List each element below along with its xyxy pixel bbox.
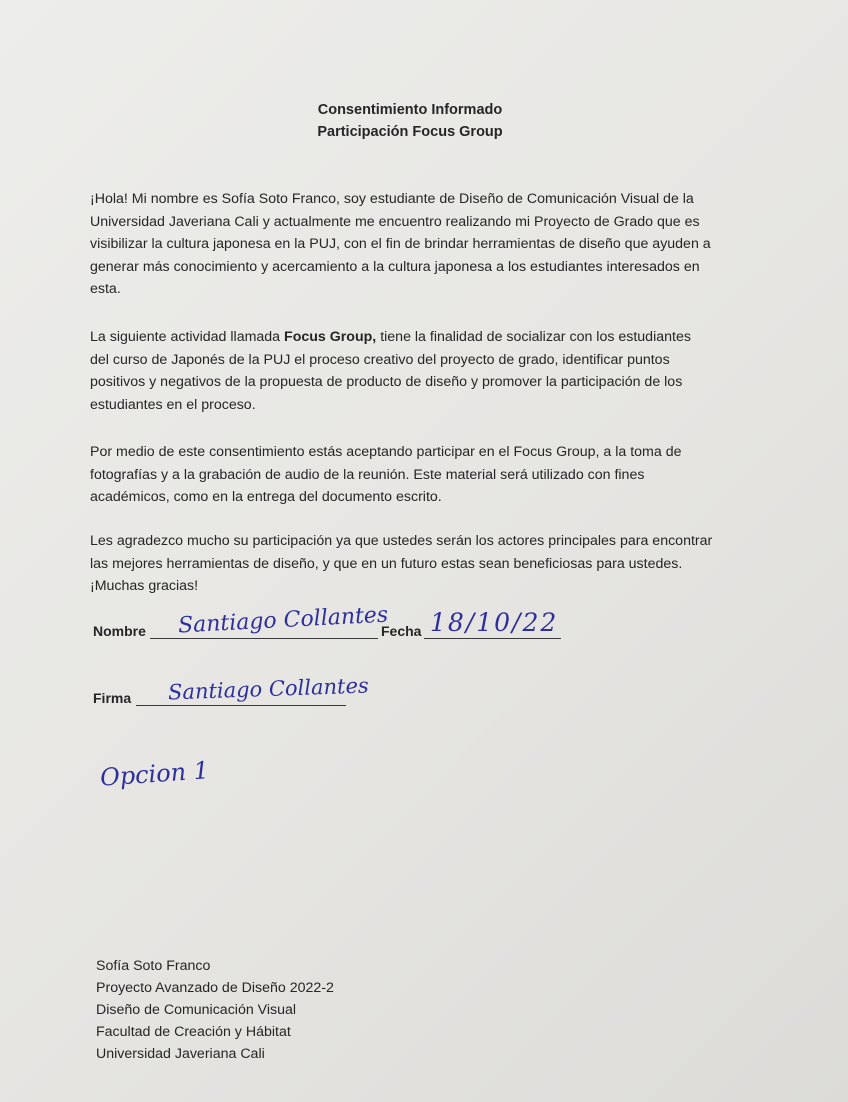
activity-line [90,326,740,349]
activity-line-suffix: tiene la finalidad de socializar con los estudiantes [376,329,691,345]
date-underline [424,638,561,639]
thanks-paragraph [90,530,740,598]
consent-line: académicos, como en la entrega del documento escrito. [90,489,442,505]
focus-group-bold: Focus Group, [284,329,377,345]
intro-line: visibilizar la cultura japonesa en la PUJ, con el fin de brindar herramientas de diseño que ayuden a [90,236,711,252]
thanks-line: ¡Muchas gracias! [90,578,199,594]
intro-line: esta. [90,281,121,297]
activity-line-prefix: La siguiente actividad llamada [90,329,285,345]
footer-line: Diseño de Comunicación Visual [96,1002,297,1018]
footer-line: Facultad de Creación y Hábitat [96,1024,291,1040]
activity-paragraph [90,326,740,416]
consent-line: fotografías y a la grabación de audio de la reunión. Este material será utilizado con fines [90,466,645,483]
activity-line: estudiantes en el proceso. [90,396,256,413]
thanks-line: Les agradezco mucho su participación ya que ustedes serán los actores principales para encontrar [90,533,713,549]
activity-line: del curso de Japonés de la PUJ el proceso creativo del proyecto de grado, identificar puntos [90,351,670,368]
author-footer [96,955,334,1065]
date-handwritten[interactable]: 18/10/22 [430,608,559,637]
thanks-line: las mejores herramientas de diseño, y que en un futuro estas sean beneficiosas para ustedes. [90,555,683,572]
date-label: Fecha [381,623,422,639]
footer-line: Sofía Soto Franco [96,958,211,974]
signature-label: Firma [93,690,132,706]
signature-handwritten[interactable]: Santiago Collantes [167,673,370,705]
document-title: Consentimiento Informado [317,102,503,118]
signature-underline [136,705,346,706]
footer-line: Proyecto Avanzado de Diseño 2022-2 [96,980,334,996]
document-subtitle: Participación Focus Group [317,124,503,140]
activity-line: positivos y negativos de la propuesta de producto de diseño y promover la participación de los [90,374,683,390]
footer-line: Universidad Javeriana Cali [96,1046,265,1062]
handwritten-note: Opcion 1 [99,756,210,792]
name-handwritten[interactable]: Santiago Collantes [177,602,389,639]
consent-paragraph [90,441,740,509]
intro-line: ¡Hola! Mi nombre es Sofía Soto Franco, soy estudiante de Diseño de Comunicación Visual de la [90,191,694,207]
name-label: Nombre [93,623,146,639]
intro-line: generar más conocimiento y acercamiento a la cultura japonesa a los estudiantes interesados en [90,258,700,275]
intro-line: Universidad Javeriana Cali y actualmente me encuentro realizando mi Proyecto de Grado que es [90,213,700,230]
intro-paragraph [90,188,740,301]
consent-line: Por medio de este consentimiento estás aceptando participar en el Focus Group, a la toma de [90,444,682,460]
